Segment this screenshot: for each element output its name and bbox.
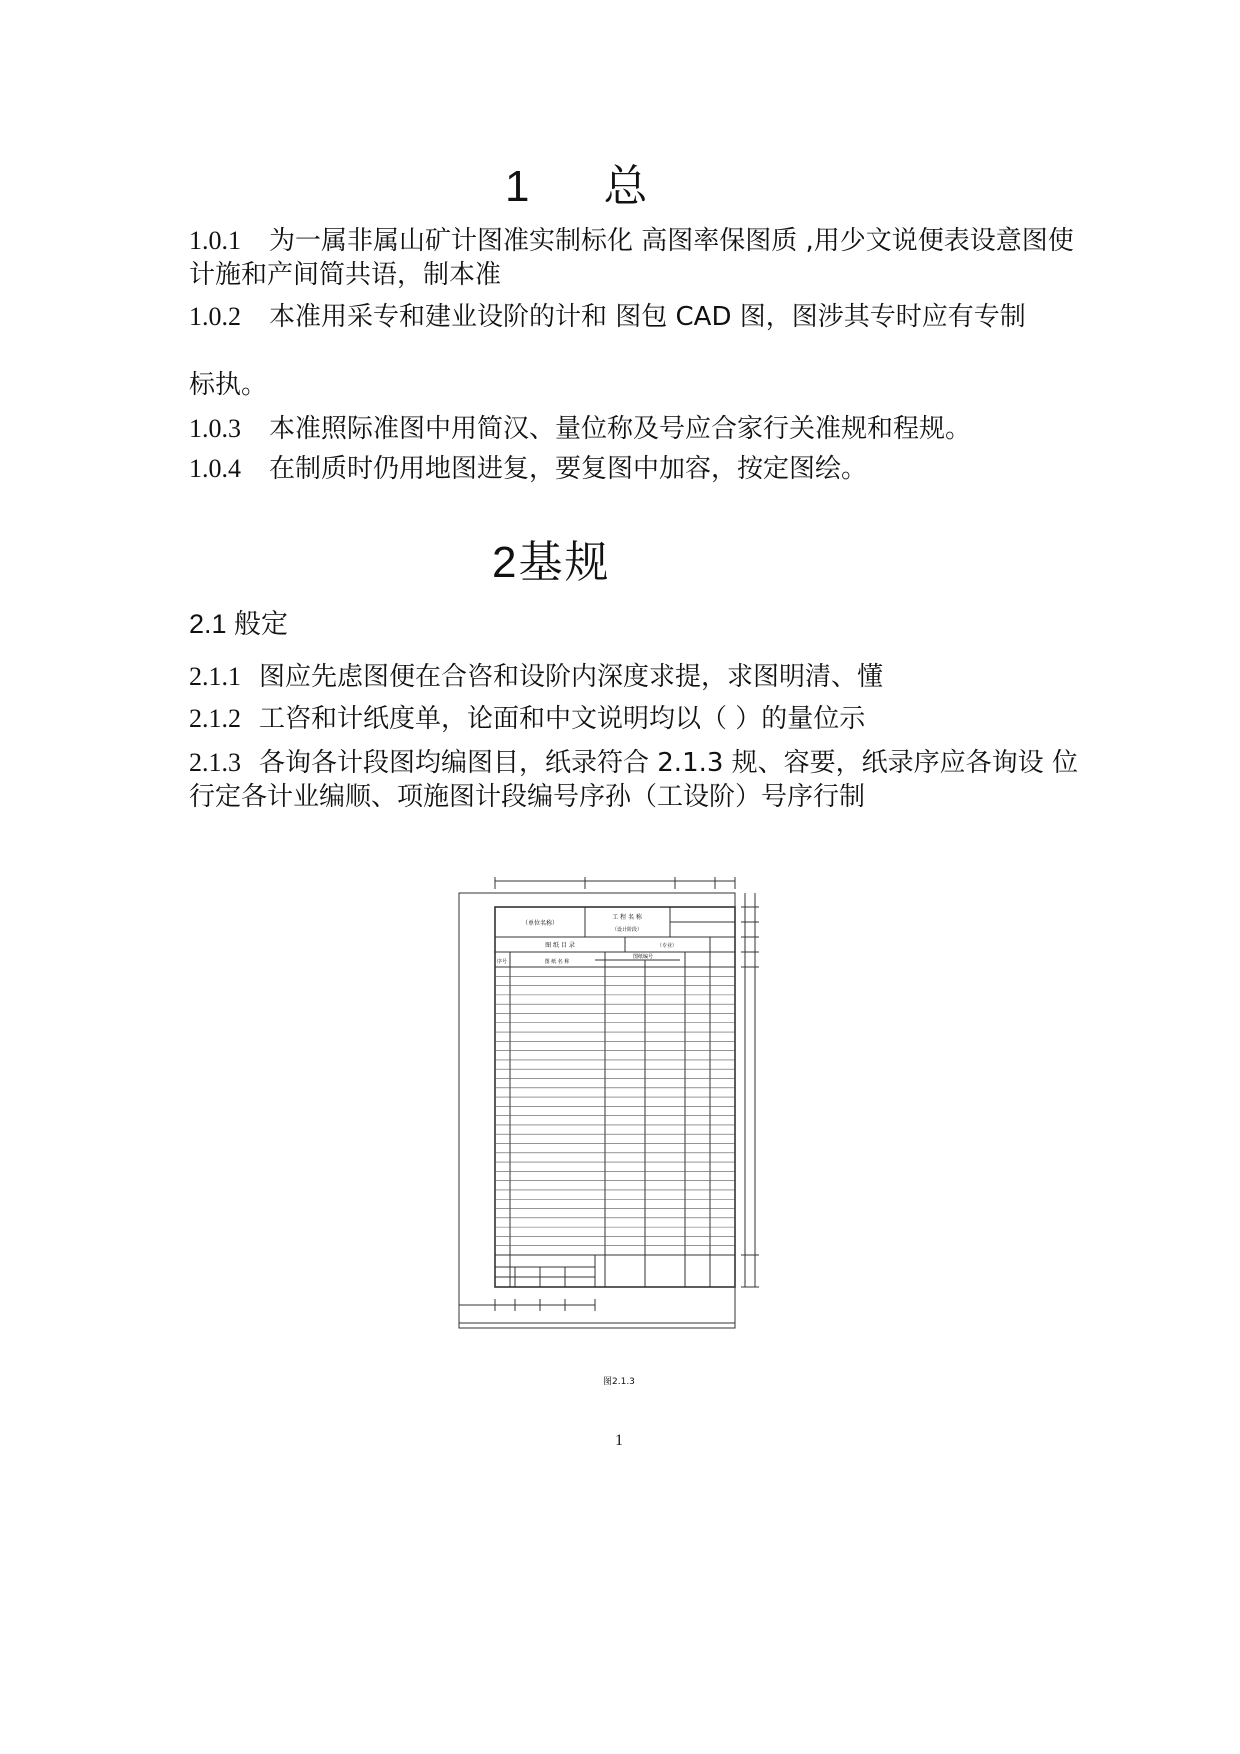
form-catalog-label: 图 纸 目 录 [545, 942, 575, 949]
paragraph-2-1-1 [189, 660, 1079, 694]
form-col-name: 图 纸 名 称 [544, 959, 570, 965]
clause-text: 为一属非属山矿计图准实制标化 高图率保图质 ,用少文说便表设意图使计施和产间简共语，制本准 [189, 226, 1074, 290]
chapter-2-heading: 2基规 [492, 538, 611, 587]
clause-number: 2.1.2 [189, 704, 241, 733]
form-project-label: 工 程 名 称 [612, 914, 642, 921]
clause-text: 本准用采专和建业设阶的计和 图包 CAD 图，图涉其专时应有专制 [269, 302, 1026, 332]
paragraph-1-0-3 [189, 412, 1079, 446]
clause-text-continued: 标执。 [189, 370, 268, 400]
form-col-drawing: 图纸编号 [632, 954, 654, 960]
clause-text: 在制质时仍用地图进复，要复图中加容，按定图绘。 [269, 454, 868, 484]
figure-caption: 图2.1.3 [603, 1377, 635, 1387]
paragraph-2-1-3 [189, 746, 1079, 814]
form-major-label: （专业） [656, 943, 678, 949]
clause-number: 1.0.3 [189, 414, 241, 443]
clause-number: 1.0.4 [189, 454, 241, 483]
clause-text: 工咨和计纸度单，论面和中文说明均以（ ）的量位示 [259, 704, 866, 734]
clause-number: 1.0.2 [189, 302, 241, 331]
chapter-1-title: 总 [603, 162, 650, 211]
clause-text: 各询各计段图均编图目，纸录符合 2.1.3 规、容要，纸录序应各询设 位行定各计业编顺、项施图计段编号序孙（工设阶）号序行制 [189, 748, 1078, 812]
clause-number: 1.0.1 [189, 226, 241, 255]
form-col-seq: 序号 [496, 959, 508, 965]
form-unit-label: （单位名称） [521, 920, 559, 927]
page-number: 1 [615, 1432, 623, 1449]
chapter-1-heading [505, 150, 649, 214]
clause-number: 2.1.1 [189, 662, 241, 691]
clause-number: 2.1.3 [189, 748, 241, 777]
section-2-1-heading: 2.1 般定 [189, 609, 289, 639]
clause-text: 图应先虑图便在合咨和设阶内深度求提，求图明清、懂 [259, 662, 884, 692]
paragraph-1-0-1 [189, 224, 1079, 292]
paragraph-1-0-2-continuation [189, 368, 1079, 402]
clause-text: 本准照际准图中用简汉、量位称及号应合家行关准规和程规。 [269, 414, 972, 444]
chapter-1-number: 1 [505, 162, 532, 211]
form-stage-label: （设计阶段） [611, 927, 643, 933]
catalog-form-figure [455, 875, 795, 1355]
paragraph-2-1-2 [189, 702, 1079, 736]
paragraph-1-0-2 [189, 300, 1079, 334]
paragraph-1-0-4 [189, 452, 1079, 486]
